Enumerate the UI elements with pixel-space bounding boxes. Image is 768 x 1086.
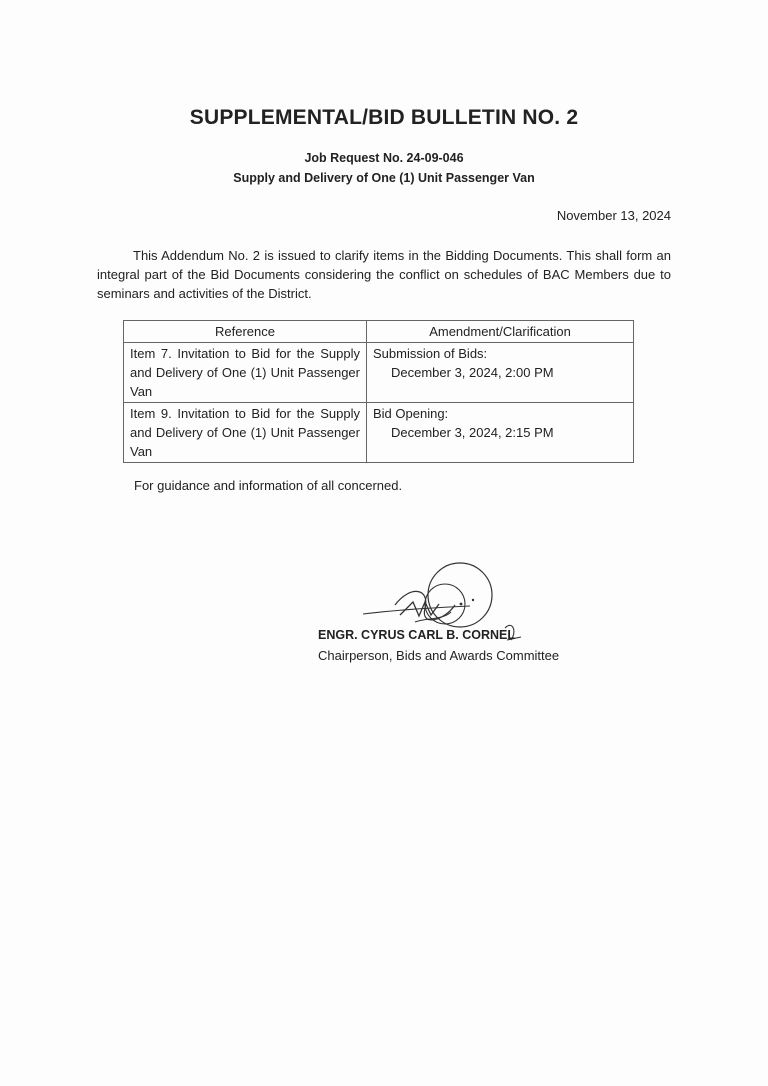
signature-mark <box>355 560 535 660</box>
amendment-value: December 3, 2024, 2:00 PM <box>391 365 554 380</box>
amendment-label: Submission of Bids: <box>373 346 488 361</box>
column-header-reference: Reference <box>124 321 367 343</box>
table-row <box>124 403 634 463</box>
reference-cell: Item 9. Invitation to Bid for the Supply and Delivery of One (1) Unit Passenger Van <box>124 403 367 463</box>
reference-cell: Item 7. Invitation to Bid for the Supply and Delivery of One (1) Unit Passenger Van <box>124 343 367 403</box>
project-title: Supply and Delivery of One (1) Unit Passenger Van <box>233 171 535 185</box>
document-date: November 13, 2024 <box>556 208 671 223</box>
job-request-number: Job Request No. 24-09-046 <box>304 151 464 165</box>
amendment-label: Bid Opening: <box>373 406 449 421</box>
bulletin-title: SUPPLEMENTAL/BID BULLETIN NO. 2 <box>189 106 579 129</box>
column-header-amendment: Amendment/Clarification <box>367 321 634 343</box>
closing-line: For guidance and information of all concerned. <box>134 478 403 493</box>
amendment-table <box>123 320 634 463</box>
table-header-row <box>124 321 634 343</box>
signatory-position: Chairperson, Bids and Awards Committee <box>318 648 560 663</box>
amendment-cell <box>367 403 634 463</box>
table-row <box>124 343 634 403</box>
signatory-name: ENGR. CYRUS CARL B. CORNEL <box>318 628 516 642</box>
amendment-cell <box>367 343 634 403</box>
body-paragraph: This Addendum No. 2 is issued to clarify items in the Bidding Documents. This shall form an integral part of the Bid Documents considering the conflict on schedules of BAC Members due to seminars and activities of the District. <box>97 248 671 301</box>
amendment-value: December 3, 2024, 2:15 PM <box>391 425 554 440</box>
